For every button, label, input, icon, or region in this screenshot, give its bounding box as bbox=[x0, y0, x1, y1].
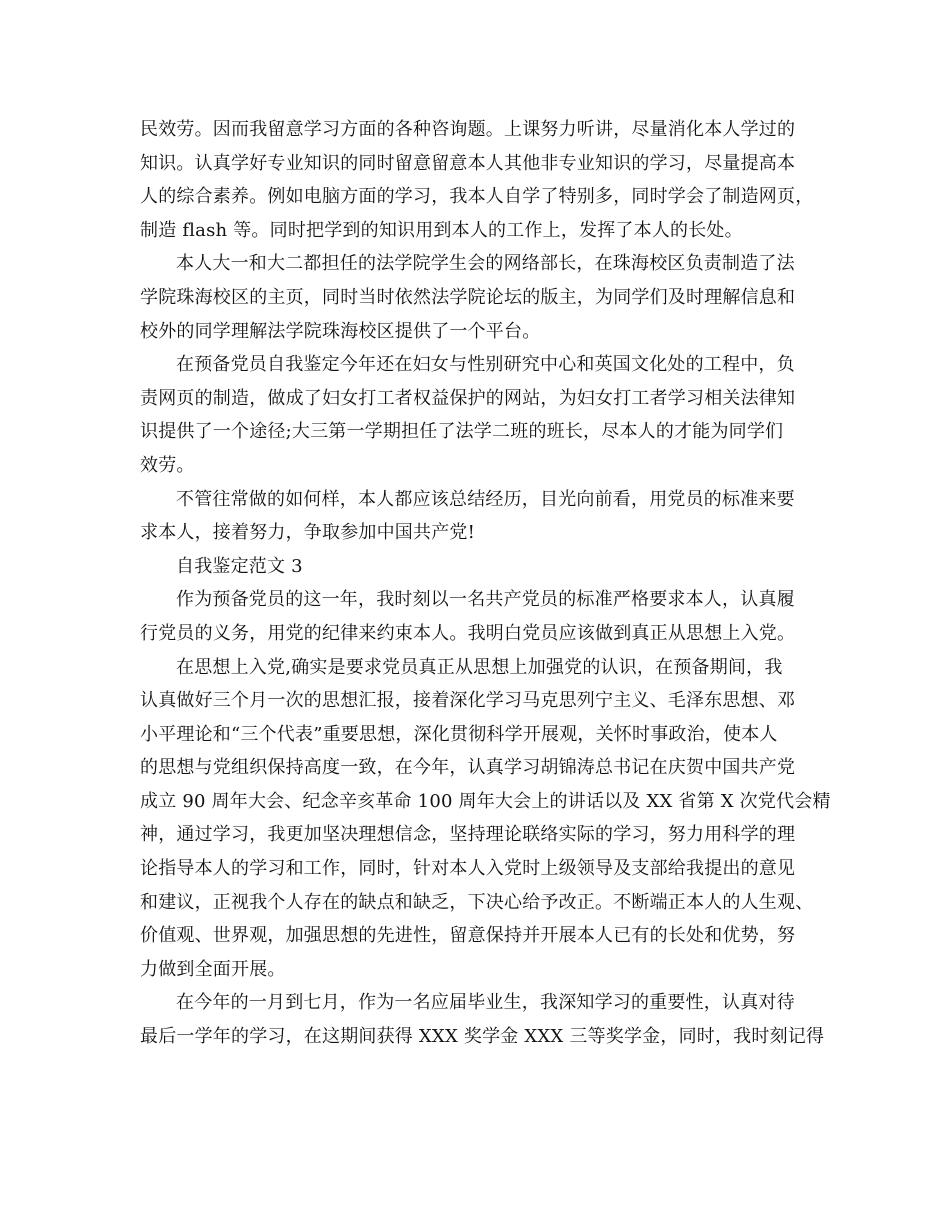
text-line: 在思想上入党,确实是要求党员真正从思想上加强党的认识，在预备期间，我 bbox=[176, 656, 783, 678]
text-line: 神，通过学习，我更加坚决理想信念，坚持理论联络实际的学习，努力用科学的理 bbox=[140, 824, 796, 846]
text-line: 民效劳。因而我留意学习方面的各种咨询题。上课努力听讲，尽量消化本人学过的 bbox=[140, 119, 796, 140]
text-line: 校外的同学理解法学院珠海校区提供了一个平台。 bbox=[140, 320, 541, 342]
text-line: 人的综合素养。例如电脑方面的学习，我本人自学了特别多，同时学会了制造网页， bbox=[140, 186, 814, 208]
text-line: 小平理论和“三个代表”重要思想，深化贯彻科学开展观，关怀时事政治，使本人 bbox=[140, 723, 778, 745]
text-line: 求本人，接着努力，争取参加中国共产党! bbox=[140, 522, 476, 544]
text-line: 责网页的制造，做成了妇女打工者权益保护的网站，为妇女打工者学习相关法律知 bbox=[140, 387, 796, 409]
text-line: 自我鉴定范文 3 bbox=[176, 555, 303, 577]
text-line: 认真做好三个月一次的思想汇报，接着深化学习马克思列宁主义、毛泽东思想、邓 bbox=[140, 690, 796, 712]
text-line: 作为预备党员的这一年，我时刻以一名共产党员的标准严格要求本人，认真履 bbox=[176, 589, 795, 611]
text-line: 识提供了一个途径;大三第一学期担任了法学二班的班长，尽本人的才能为同学们 bbox=[140, 421, 784, 443]
text-line: 成立 90 周年大会、纪念辛亥革命 100 周年大会上的讲话以及 XX 省第 X 次党代会精 bbox=[140, 790, 831, 812]
text-line: 本人大一和大二都担任的法学院学生会的网络部长，在珠海校区负责制造了法 bbox=[176, 253, 795, 275]
text-line: 和建议，正视我个人存在的缺点和缺乏，下决心给予改正。不断端正本人的人生观、 bbox=[140, 891, 814, 913]
text-line: 最后一学年的学习，在这期间获得 XXX 奖学金 XXX 三等奖学金，同时，我时刻记得 bbox=[140, 1026, 825, 1048]
text-line: 力做到全面开展。 bbox=[140, 958, 286, 980]
text-line: 学院珠海校区的主页，同时当时依然法学院论坛的版主，为同学们及时理解信息和 bbox=[140, 286, 796, 308]
text-line: 行党员的义务，用党的纪律来约束本人。我明白党员应该做到真正从思想上入党。 bbox=[140, 622, 796, 644]
document-body bbox=[140, 113, 831, 1054]
text-line: 制造 flash 等。同时把学到的知识用到本人的工作上，发挥了本人的长处。 bbox=[140, 219, 743, 241]
text-line: 在今年的一月到七月，作为一名应届毕业生，我深知学习的重要性，认真对待 bbox=[176, 992, 795, 1014]
text-line: 的思想与党组织保持高度一致，在今年，认真学习胡锦涛总书记在庆贺中国共产党 bbox=[140, 757, 796, 779]
text-line: 论指导本人的学习和工作，同时，针对本人入党时上级领导及支部给我提出的意见 bbox=[140, 858, 796, 880]
text-line: 效劳。 bbox=[140, 454, 195, 476]
text-line: 在预备党员自我鉴定今年还在妇女与性别研究中心和英国文化处的工程中，负 bbox=[176, 354, 795, 376]
text-line: 知识。认真学好专业知识的同时留意留意本人其他非专业知识的学习，尽量提高本 bbox=[140, 152, 796, 174]
text-line: 不管往常做的如何样，本人都应该总结经历，目光向前看，用党员的标准来要 bbox=[176, 488, 795, 510]
text-line: 价值观、世界观，加强思想的先进性，留意保持并开展本人已有的长处和优势，努 bbox=[140, 925, 796, 947]
